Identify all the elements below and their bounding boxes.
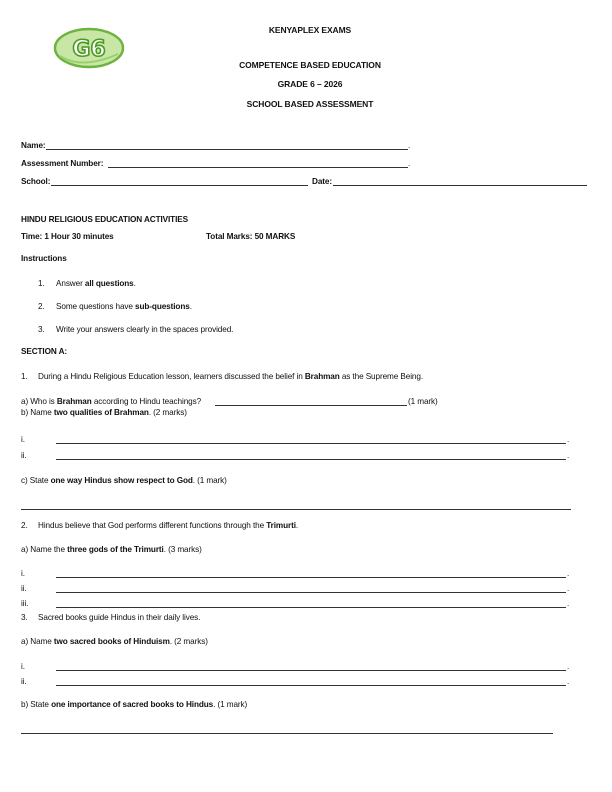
instruction-1-num: 1. (38, 279, 45, 288)
logo-text: G6 (72, 37, 106, 62)
instruction-2-num: 2. (38, 302, 45, 311)
q3b: b) State one importance of sacred books to Hindus. (1 mark) (21, 700, 248, 709)
line-end: . (567, 677, 570, 686)
q1c-answer-line[interactable] (21, 509, 571, 510)
q2a-answer-line-2[interactable] (56, 592, 566, 593)
header-line-1: COMPETENCE BASED EDUCATION (239, 60, 381, 70)
q1b-ii-label: ii. (21, 451, 27, 460)
instruction-3: Write your answers clearly in the spaces provided. (56, 325, 234, 334)
line-end: . (567, 584, 570, 593)
q1a-mark: (1 mark) (408, 397, 438, 406)
q3a-answer-line-1[interactable] (56, 670, 566, 671)
q2a: a) Name the three gods of the Trimurti. (3 marks) (21, 545, 202, 554)
q2a-iii-label: iii. (21, 599, 29, 608)
school-label: School: (21, 177, 51, 186)
q1b-answer-line-1[interactable] (56, 443, 566, 444)
g6-logo (52, 26, 126, 70)
q2-num: 2. (21, 521, 28, 530)
q1b: b) Name two qualities of Brahman. (2 marks) (21, 408, 187, 417)
q1a: a) Who is Brahman according to Hindu teachings? (21, 397, 202, 406)
name-field[interactable] (46, 149, 408, 150)
assessment-field-end: . (408, 159, 411, 168)
q2a-ii-label: ii. (21, 584, 27, 593)
q1-stem: During a Hindu Religious Education lesson, learners discussed the belief in Brahman as the Supreme Being. (38, 372, 424, 381)
q3a: a) Name two sacred books of Hinduism. (2 marks) (21, 637, 208, 646)
instructions-heading: Instructions (21, 254, 67, 263)
q3-num: 3. (21, 613, 28, 622)
q3a-ii-label: ii. (21, 677, 27, 686)
q3-stem: Sacred books guide Hindus in their daily lives. (38, 613, 201, 622)
q3a-answer-line-2[interactable] (56, 685, 566, 686)
line-end: . (567, 451, 570, 460)
total-marks: Total Marks: 50 MARKS (206, 232, 296, 241)
line-end: . (567, 435, 570, 444)
q1c: c) State one way Hindus show respect to God. (1 mark) (21, 476, 227, 485)
name-field-end: . (408, 141, 411, 150)
q1b-i-label: i. (21, 435, 25, 444)
name-label: Name: (21, 141, 46, 150)
line-end: . (567, 569, 570, 578)
q1b-answer-line-2[interactable] (56, 459, 566, 460)
q2a-answer-line-1[interactable] (56, 577, 566, 578)
assessment-number-label: Assessment Number: (21, 159, 104, 168)
assessment-number-field[interactable] (108, 167, 408, 168)
q3b-answer-line[interactable] (21, 733, 553, 734)
subject-title: HINDU RELIGIOUS EDUCATION ACTIVITIES (21, 215, 188, 224)
instruction-2: Some questions have sub-questions. (56, 302, 192, 311)
q2a-i-label: i. (21, 569, 25, 578)
q1-num: 1. (21, 372, 28, 381)
date-label: Date: (312, 177, 332, 186)
line-end: . (567, 599, 570, 608)
q2-stem: Hindus believe that God performs different functions through the Trimurti. (38, 521, 299, 530)
q3a-i-label: i. (21, 662, 25, 671)
date-field[interactable] (333, 185, 587, 186)
instruction-1: Answer all questions. (56, 279, 136, 288)
q1a-answer-line[interactable] (215, 405, 407, 406)
exam-time: Time: 1 Hour 30 minutes (21, 232, 114, 241)
school-field[interactable] (51, 185, 308, 186)
section-a-heading: SECTION A: (21, 347, 68, 356)
exam-org: KENYAPLEX EXAMS (268, 25, 352, 35)
instruction-3-num: 3. (38, 325, 45, 334)
header-line-3: SCHOOL BASED ASSESSMENT (246, 99, 374, 109)
header-line-2: GRADE 6 – 2026 (277, 79, 343, 89)
q2a-answer-line-3[interactable] (56, 607, 566, 608)
line-end: . (567, 662, 570, 671)
